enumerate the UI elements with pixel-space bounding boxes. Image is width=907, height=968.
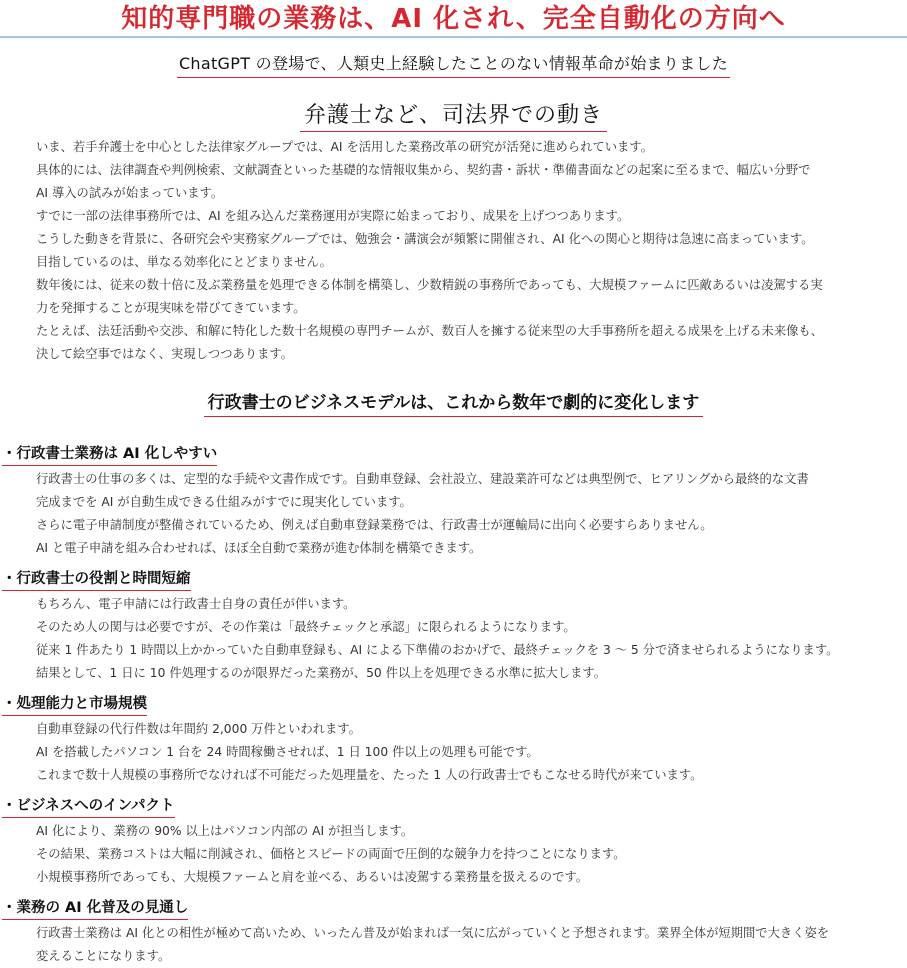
paragraph-line: 従来 1 件あたり 1 時間以上かかっていた自動車登録も、AI による下準備のおかげで、最終チェックを 3 〜 5 分で済ませられるようになります。: [36, 643, 839, 657]
subsection-title: ・行政書士業務は AI 化しやすい: [2, 442, 217, 466]
page-subtitle: ChatGPT の登場で、人類史上経験したことのない情報革命が始まりました: [177, 51, 730, 78]
paragraph-line: 結果として、1 日に 10 件処理するのが限界だった業務が、50 件以上を処理できる水準に拡大します。: [36, 666, 606, 680]
subsection-role-time: [0, 560, 907, 685]
page-title: 知的専門職の業務は、AI 化され、完全自動化の方向へ: [121, 4, 786, 34]
subsection-title: ・ビジネスへのインパクト: [2, 794, 175, 818]
legal-section-heading: 弁護士など、司法界での動き: [300, 98, 607, 132]
subsection-outlook: [0, 889, 907, 968]
paragraph-line: いま、若手弁護士を中心とした法律家グループでは、AI を活用した業務改革の研究が活発に進められています。: [36, 140, 653, 154]
paragraph-line: 決して絵空事ではなく、実現しつつあります。: [36, 347, 294, 361]
paragraph-line: これまで数十人規模の事務所でなければ不可能だった処理量を、たった 1 人の行政書士でもこなせる時代が来ています。: [36, 768, 703, 782]
paragraph-line: 変えることになります。: [36, 949, 171, 963]
admin-section-heading: 行政書士のビジネスモデルは、これから数年で劇的に変化します: [204, 388, 704, 417]
paragraph-line: AI と電子申請を組み合わせれば、ほぼ全自動で業務が進む体制を構築できます。: [36, 541, 482, 555]
paragraph-line: AI 導入の試みが始まっています。: [36, 186, 224, 200]
paragraph-line: もちろん、電子申請には行政書士自身の責任が伴います。: [36, 597, 356, 611]
paragraph-line: そのため人の関与は必要ですが、その作業は「最終チェックと承認」に限られるようになります。: [36, 620, 576, 634]
subsection-business-impact: [0, 787, 907, 889]
paragraph-line: AI 化により、業務の 90% 以上はパソコン内部の AI が担当します。: [36, 824, 414, 838]
paragraph-line: AI を搭載したパソコン 1 台を 24 時間稼働させれば、1 日 100 件以上の処理も可能です。: [36, 745, 539, 759]
subsection-ai-suitability: [0, 435, 907, 560]
paragraph-line: 行政書士の仕事の多くは、定型的な手続や文書作成です。自動車登録、会社設立、建設業許可などは典型例で、ヒアリングから最終的な文書: [36, 472, 809, 486]
subsection-title: ・業務の AI 化普及の見通し: [2, 896, 188, 920]
title-divider: [0, 36, 907, 38]
paragraph-line: 小規模事務所であっても、大規模ファームと肩を並べる、あるいは凌駕する業務量を扱えるのです。: [36, 870, 589, 884]
paragraph-line: すでに一部の法律事務所では、AI を組み込んだ業務運用が実際に始まっており、成果を上げつつあります。: [36, 209, 630, 223]
paragraph-line: 自動車登録の代行件数は年間約 2,000 万件といわれます。: [36, 722, 361, 736]
legal-section-body: [36, 136, 897, 366]
paragraph-line: その結果、業務コストは大幅に削減され、価格とスピードの両面で圧倒的な競争力を持つことになります。: [36, 847, 626, 861]
subsection-title: ・処理能力と市場規模: [2, 692, 147, 716]
paragraph-line: 数年後には、従来の数十倍に及ぶ業務量を処理できる体制を構築し、少数精鋭の事務所であっても、大規模ファームに匹敵あるいは凌駕する実: [36, 278, 823, 292]
paragraph-line: 具体的には、法律調査や判例検索、文献調査といった基礎的な情報収集から、契約書・訴状・準備書面などの起案に至るまで、幅広い分野で: [36, 163, 811, 177]
paragraph-line: 力を発揮することが現実味を帯びてきています。: [36, 301, 306, 315]
subsection-title: ・行政書士の役割と時間短縮: [2, 567, 191, 591]
paragraph-line: 行政書士業務は AI 化との相性が極めて高いため、いったん普及が始まれば一気に広がっていくと予想されます。業界全体が短期間で大きく姿を: [36, 926, 830, 940]
paragraph-line: こうした動きを背景に、各研究会や実務家グループでは、勉強会・講演会が頻繁に開催され、AI 化への関心と期待は急速に高まっています。: [36, 232, 814, 246]
paragraph-line: さらに電子申請制度が整備されているため、例えば自動車登録業務では、行政書士が運輸局に出向く必要すらありません。: [36, 518, 713, 532]
subsection-capacity-market: [0, 685, 907, 787]
paragraph-line: たとえば、法廷活動や交渉、和解に特化した数十名規模の専門チームが、数百人を擁する従来型の大手事務所を超える成果を上げる未来像も、: [36, 324, 824, 338]
paragraph-line: 完成までを AI が自動生成できる仕組みがすでに現実化しています。: [36, 495, 412, 509]
paragraph-line: 目指しているのは、単なる効率化にとどまりません。: [36, 255, 332, 269]
